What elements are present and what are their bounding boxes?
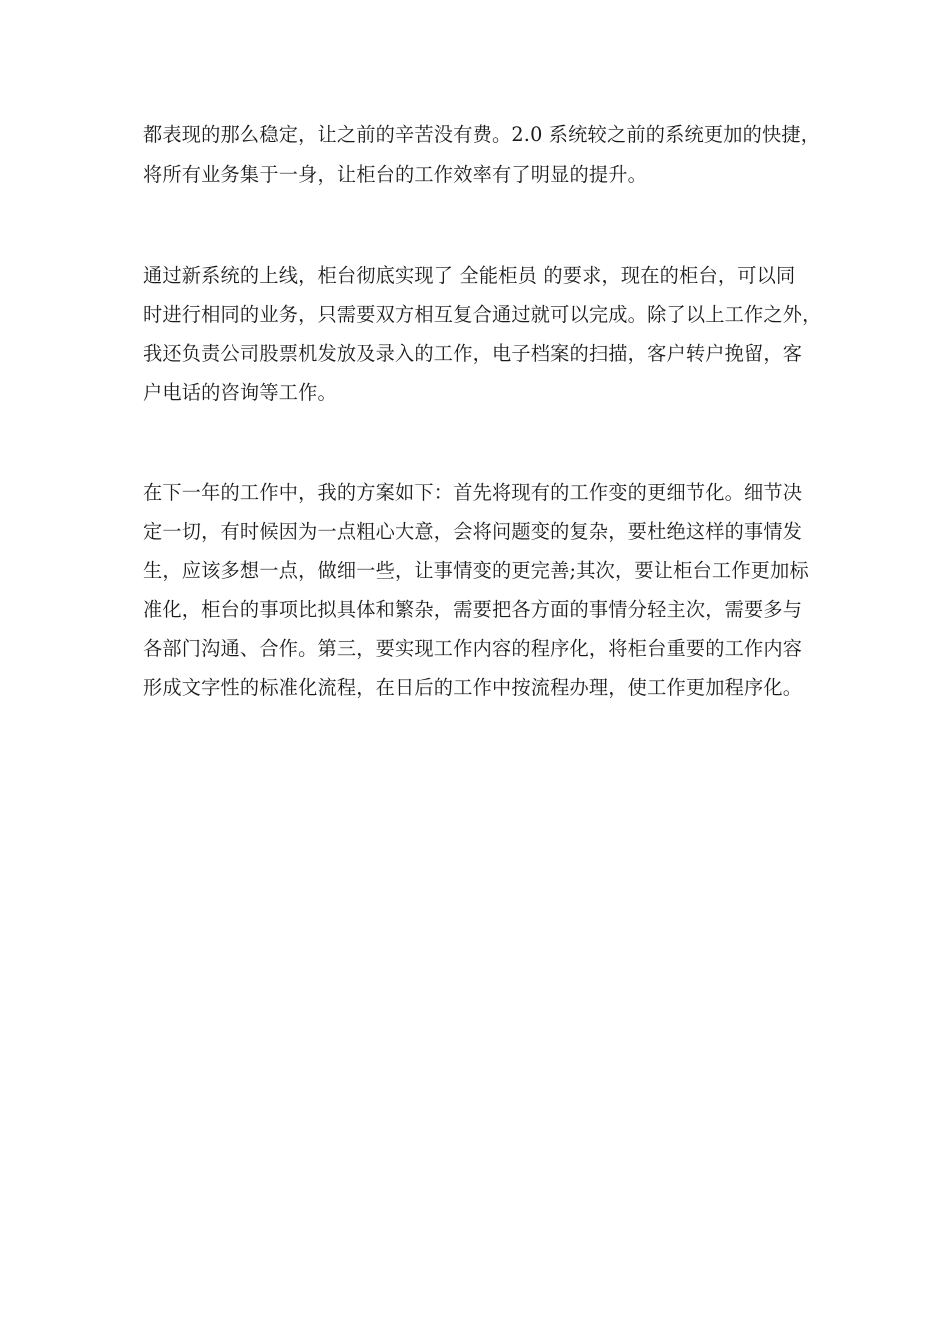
text-line: 时进行相同的业务，只需要双方相互复合通过就可以完成。除了以上工作之外， — [143, 303, 822, 326]
text-line: 生，应该多想一点，做细一些，让事情变的更完善;其次，要让柜台工作更加标 — [143, 559, 809, 582]
text-line: 定一切，有时候因为一点粗心大意，会将问题变的复杂，要杜绝这样的事情发 — [143, 520, 803, 543]
text-line: 准化，柜台的事项比拟具体和繁杂，需要把各方面的事情分轻主次，需要多与 — [143, 598, 803, 621]
text-line: 各部门沟通、合作。第三，要实现工作内容的程序化，将柜台重要的工作内容 — [143, 637, 803, 660]
text-line: 在下一年的工作中，我的方案如下：首先将现有的工作变的更细节化。细节决 — [143, 481, 803, 504]
text-line: 形成文字性的标准化流程，在日后的工作中按流程办理，使工作更加程序化。 — [143, 676, 803, 699]
text-line: 通过新系统的上线，柜台彻底实现了 全能柜员 的要求，现在的柜台，可以同 — [143, 264, 796, 287]
text-line: 户电话的咨询等工作。 — [143, 381, 337, 404]
text-line: 都表现的那么稳定，让之前的辛苦没有费。2.0 系统较之前的系统更加的快捷， — [143, 123, 821, 146]
text-line: 我还负责公司股票机发放及录入的工作，电子档案的扫描，客户转户挽留，客 — [143, 342, 803, 365]
text-line: 将所有业务集于一身，让柜台的工作效率有了明显的提升。 — [143, 163, 648, 186]
